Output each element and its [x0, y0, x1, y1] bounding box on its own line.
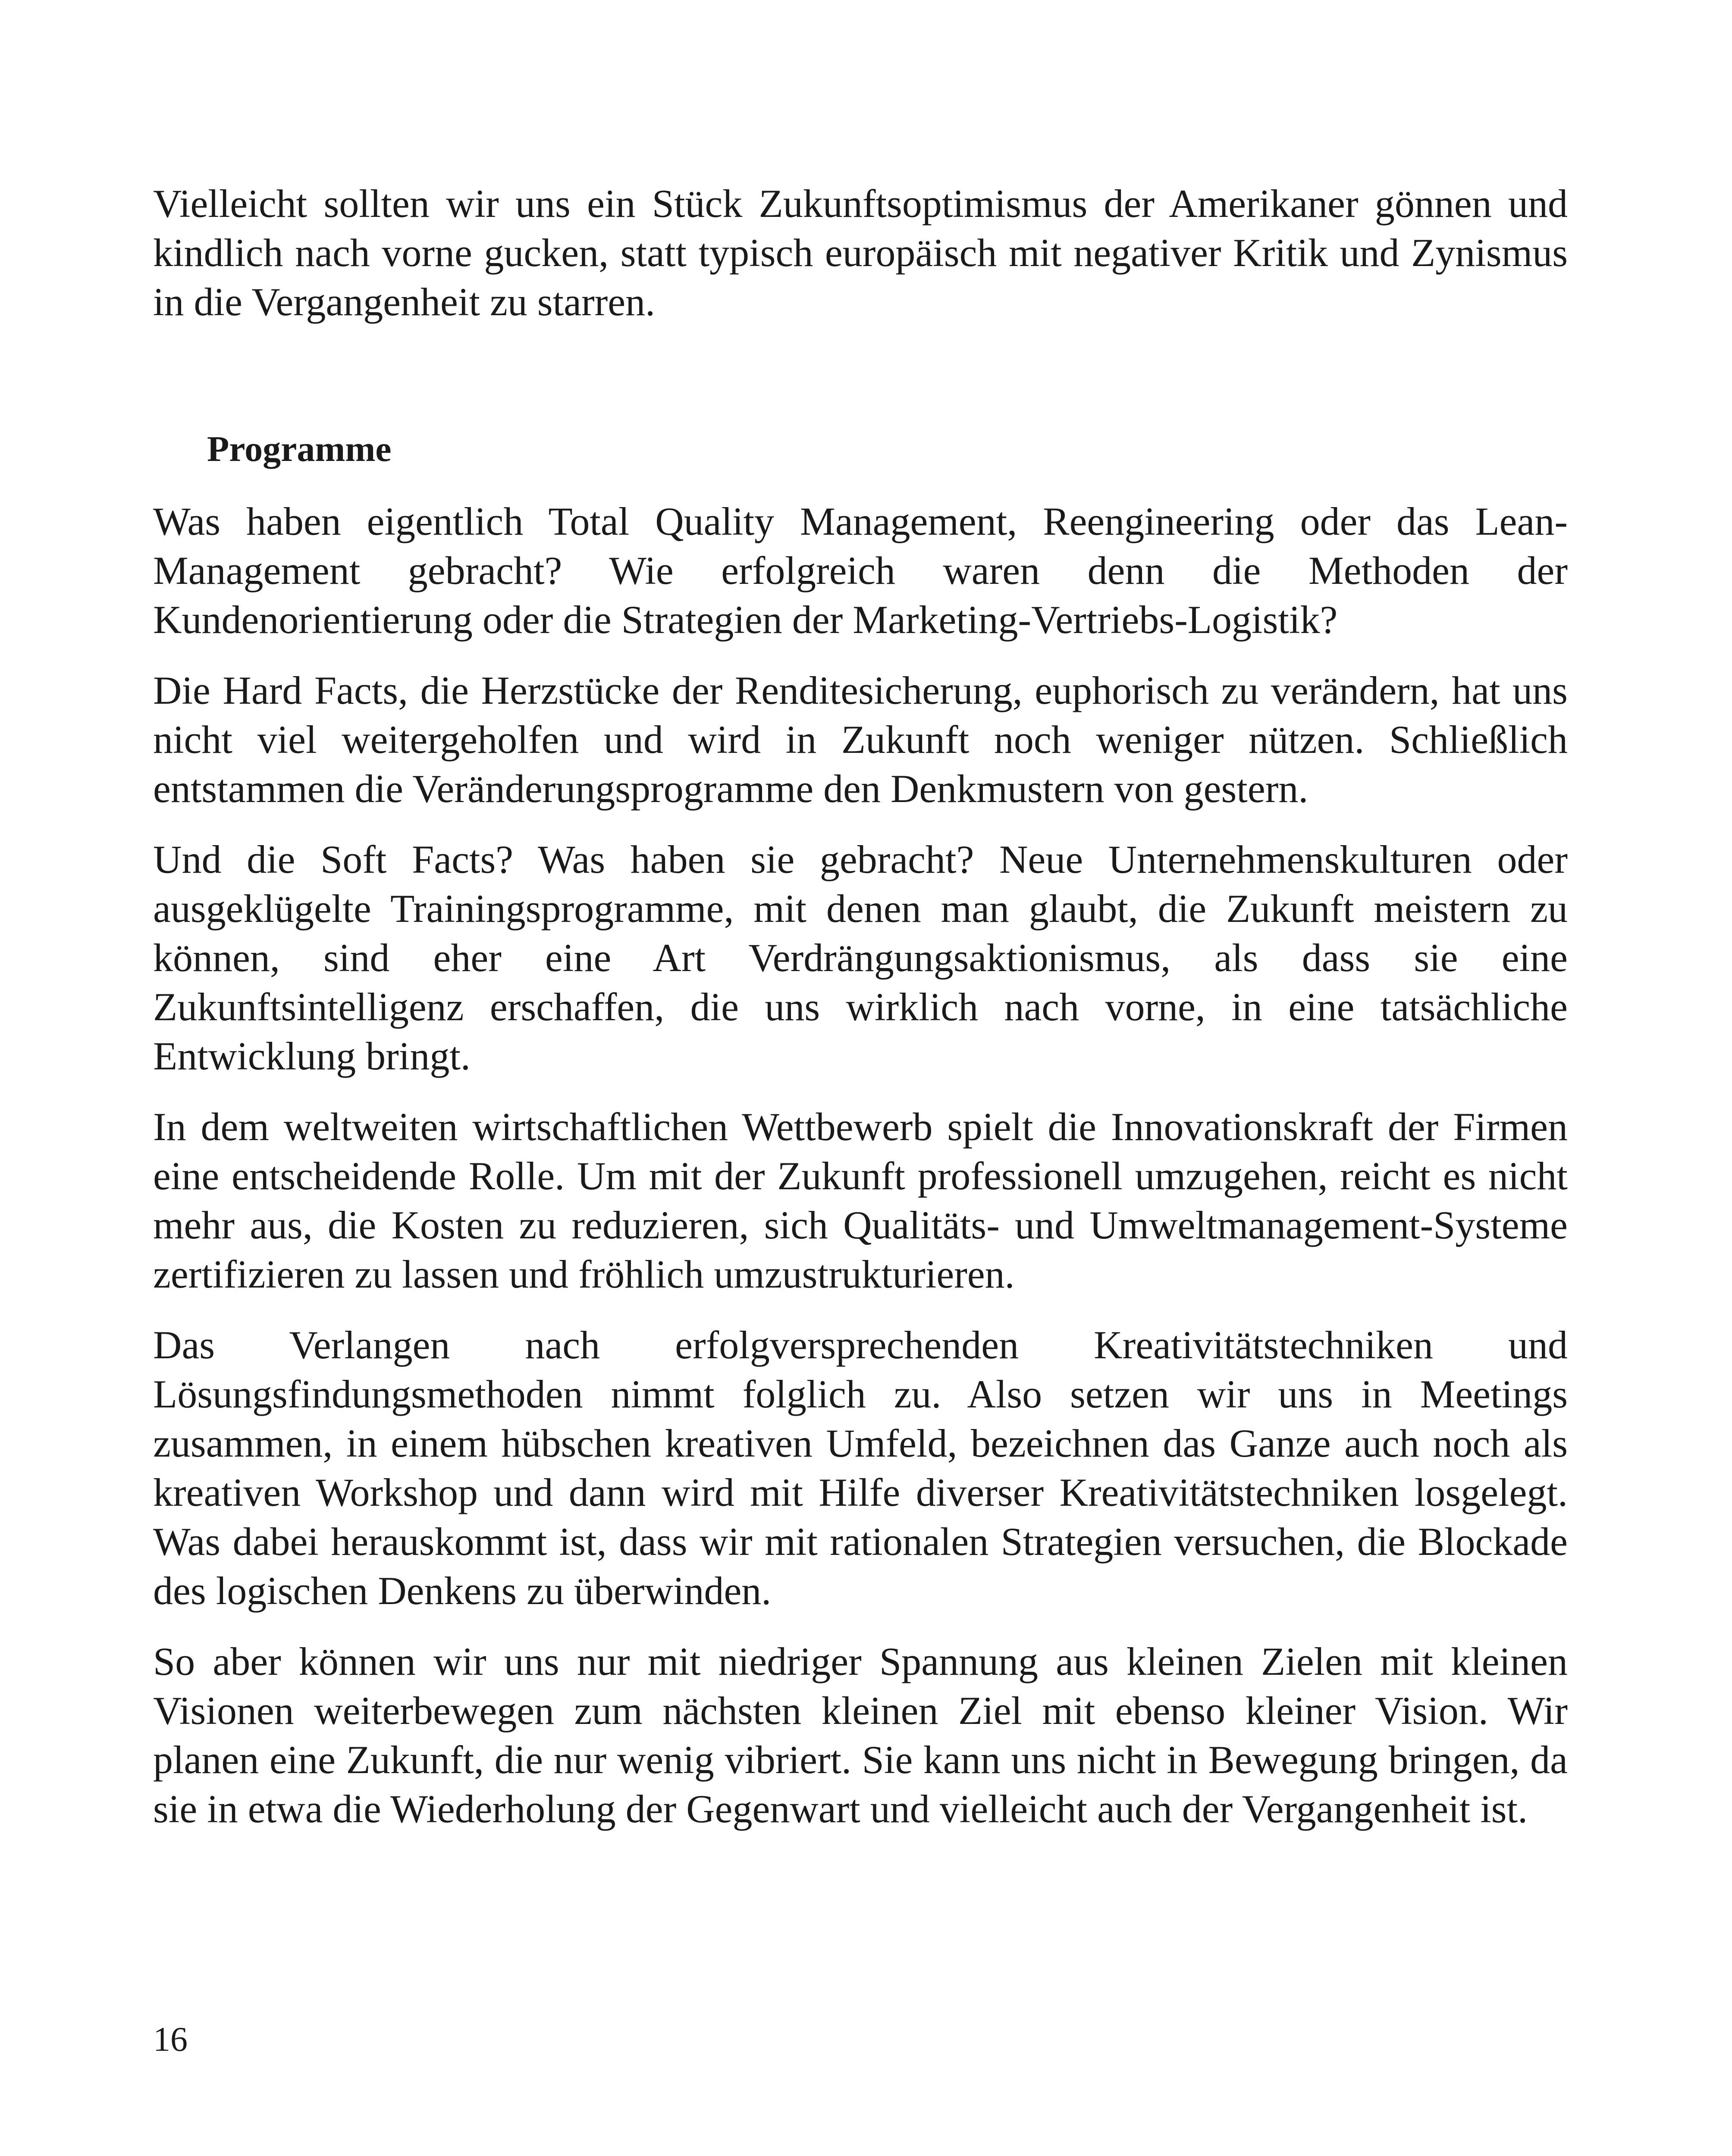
paragraph: Was haben eigentlich Total Quality Management, Reengineering oder das Lean-Management gebracht? Wie erfolgreich waren denn die Methoden der Kundenorientierung oder die Strategien der Marketing-Vertriebs-Logistik? [153, 499, 1568, 642]
paragraph: So aber können wir uns nur mit niedriger Spannung aus kleinen Zielen mit kleinen Visionen weiterbewegen zum nächsten kleinen Ziel mit ebenso kleiner Vision. Wir planen eine Zukunft, die nur wenig vibriert. Sie kann uns nicht in Bewegung bringen, da sie in etwa die Wiederholung der Gegenwart und vielleicht auch der Vergangenheit ist. [153, 1639, 1568, 1831]
paragraph: Das Verlangen nach erfolgversprechenden Kreativitätstechniken und Lösungsfindungsmethoden nimmt folglich zu. Also setzen wir uns in Meetings zusammen, in einem hübschen kreativen Umfeld, bezeichnen das Ganze auch noch als kreativen Workshop und dann wird mit Hilfe diverser Kreativitätstechniken losgelegt. Was dabei herauskommt ist, dass wir mit rationalen Strategien versuchen, die Blockade des logischen Denkens zu überwinden. [153, 1323, 1568, 1613]
section-heading: Programme [207, 429, 392, 469]
page-number: 16 [153, 2021, 188, 2059]
paragraph: In dem weltweiten wirtschaftlichen Wettbewerb spielt die Innovationskraft der Firmen eine entscheidende Rolle. Um mit der Zukunft professionell umzugehen, reicht es nicht mehr aus, die Kosten zu reduzieren, sich Qualitäts- und Umweltmanagement-Systeme zertifizieren zu lassen und fröhlich umzustrukturieren. [153, 1105, 1568, 1296]
paragraph: Die Hard Facts, die Herzstücke der Renditesicherung, euphorisch zu verändern, hat uns nicht viel weitergeholfen und wird in Zukunft noch weniger nützen. Schließlich entstammen die Veränderungsprogramme den Denkmustern von gestern. [153, 668, 1568, 811]
paragraph-intro: Vielleicht sollten wir uns ein Stück Zukunftsoptimismus der Amerikaner gönnen und kindlich nach vorne gucken, statt typisch europäisch mit negativer Kritik und Zynismus in die Vergangenheit zu starren. [153, 182, 1568, 324]
paragraph: Und die Soft Facts? Was haben sie gebracht? Neue Unternehmenskulturen oder ausgeklügelte Trainingsprogramme, mit denen man glaubt, die Zukunft meistern zu können, sind eher eine Art Verdrängungsaktionismus, als dass sie eine Zukunftsintelligenz erschaffen, die uns wirklich nach vorne, in eine tatsächliche Entwicklung bringt. [153, 837, 1568, 1078]
page-body [153, 179, 1568, 1833]
